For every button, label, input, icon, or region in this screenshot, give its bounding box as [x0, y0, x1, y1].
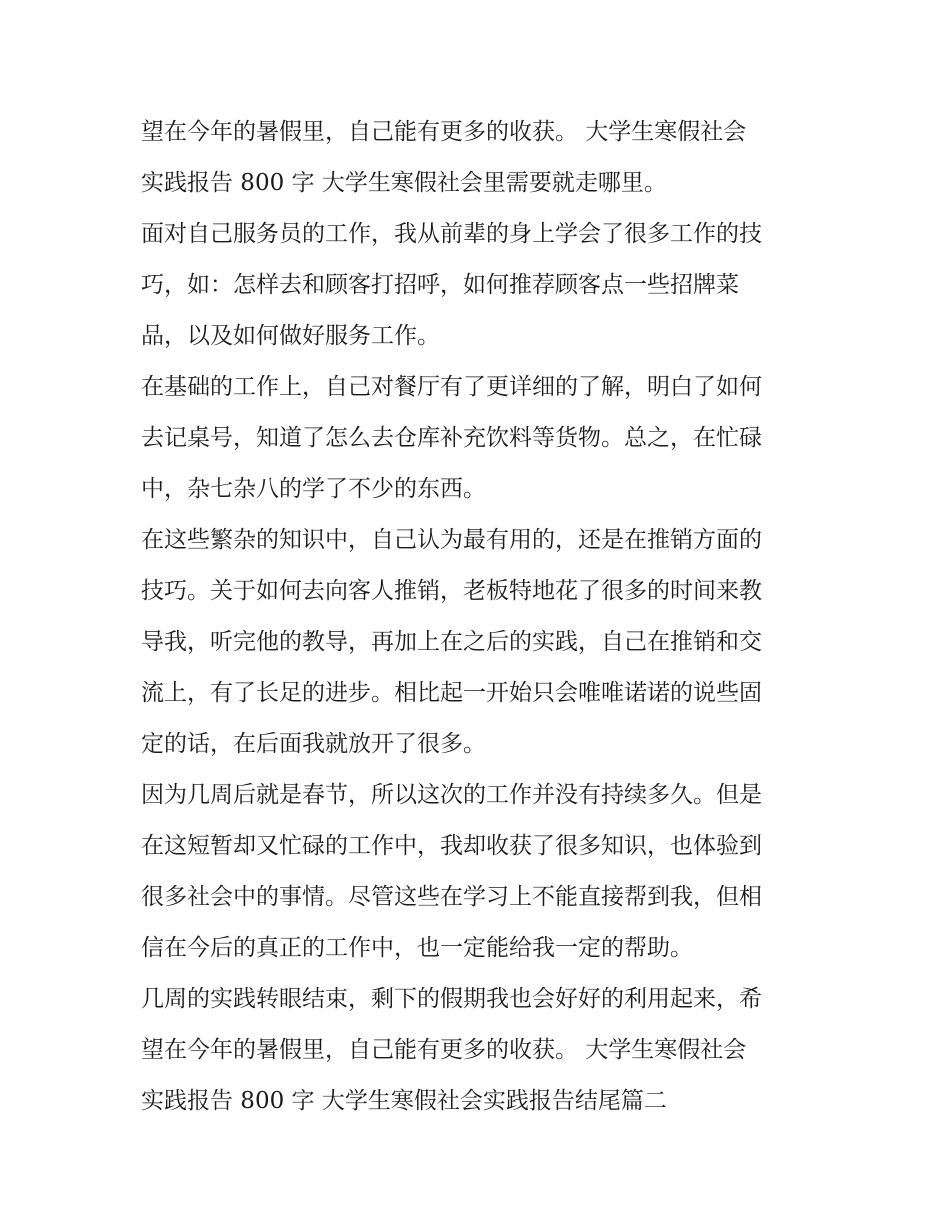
- text-line: 品，以及如何做好服务工作。: [141, 323, 440, 349]
- text-line: 流上，有了长足的进步。相比起一开始只会唯唯诺诺的说些固: [141, 680, 762, 706]
- text-line: 因为几周后就是春节，所以这次的工作并没有持续多久。但是: [141, 782, 762, 808]
- text-line: 在这短暂却又忙碌的工作中，我却收获了很多知识，也体验到: [141, 833, 762, 859]
- text-line: 在基础的工作上，自己对餐厅有了更详细的了解，明白了如何: [141, 374, 762, 400]
- text-line: 望在今年的暑假里，自己能有更多的收获。 大学生寒假社会: [141, 1037, 747, 1063]
- text-line: 在这些繁杂的知识中，自己认为最有用的，还是在推销方面的: [141, 527, 762, 553]
- text-line: 中，杂七杂八的学了不少的东西。: [141, 476, 486, 502]
- text-line: 几周的实践转眼结束，剩下的假期我也会好好的利用起来，希: [141, 986, 762, 1012]
- text-line: 实践报告 800 字 大学生寒假社会实践报告结尾篇二: [141, 1088, 667, 1114]
- body-text: [141, 107, 821, 1127]
- text-line: 望在今年的暑假里，自己能有更多的收获。 大学生寒假社会: [141, 119, 747, 145]
- text-line: 导我，听完他的教导，再加上在之后的实践，自己在推销和交: [141, 629, 762, 655]
- text-line: 去记桌号，知道了怎么去仓库补充饮料等货物。总之，在忙碌: [141, 425, 762, 451]
- text-line: 实践报告 800 字 大学生寒假社会里需要就走哪里。: [141, 170, 667, 196]
- text-line: 定的话，在后面我就放开了很多。: [141, 731, 486, 757]
- text-line: 很多社会中的事情。尽管这些在学习上不能直接帮到我，但相: [141, 884, 762, 910]
- text-line: 信在今后的真正的工作中，也一定能给我一定的帮助。: [141, 935, 693, 961]
- text-line: 面对自己服务员的工作，我从前辈的身上学会了很多工作的技: [141, 221, 762, 247]
- text-line: 巧，如：怎样去和顾客打招呼，如何推荐顾客点一些招牌菜: [141, 272, 739, 298]
- text-line: 技巧。关于如何去向客人推销，老板特地花了很多的时间来教: [141, 578, 762, 604]
